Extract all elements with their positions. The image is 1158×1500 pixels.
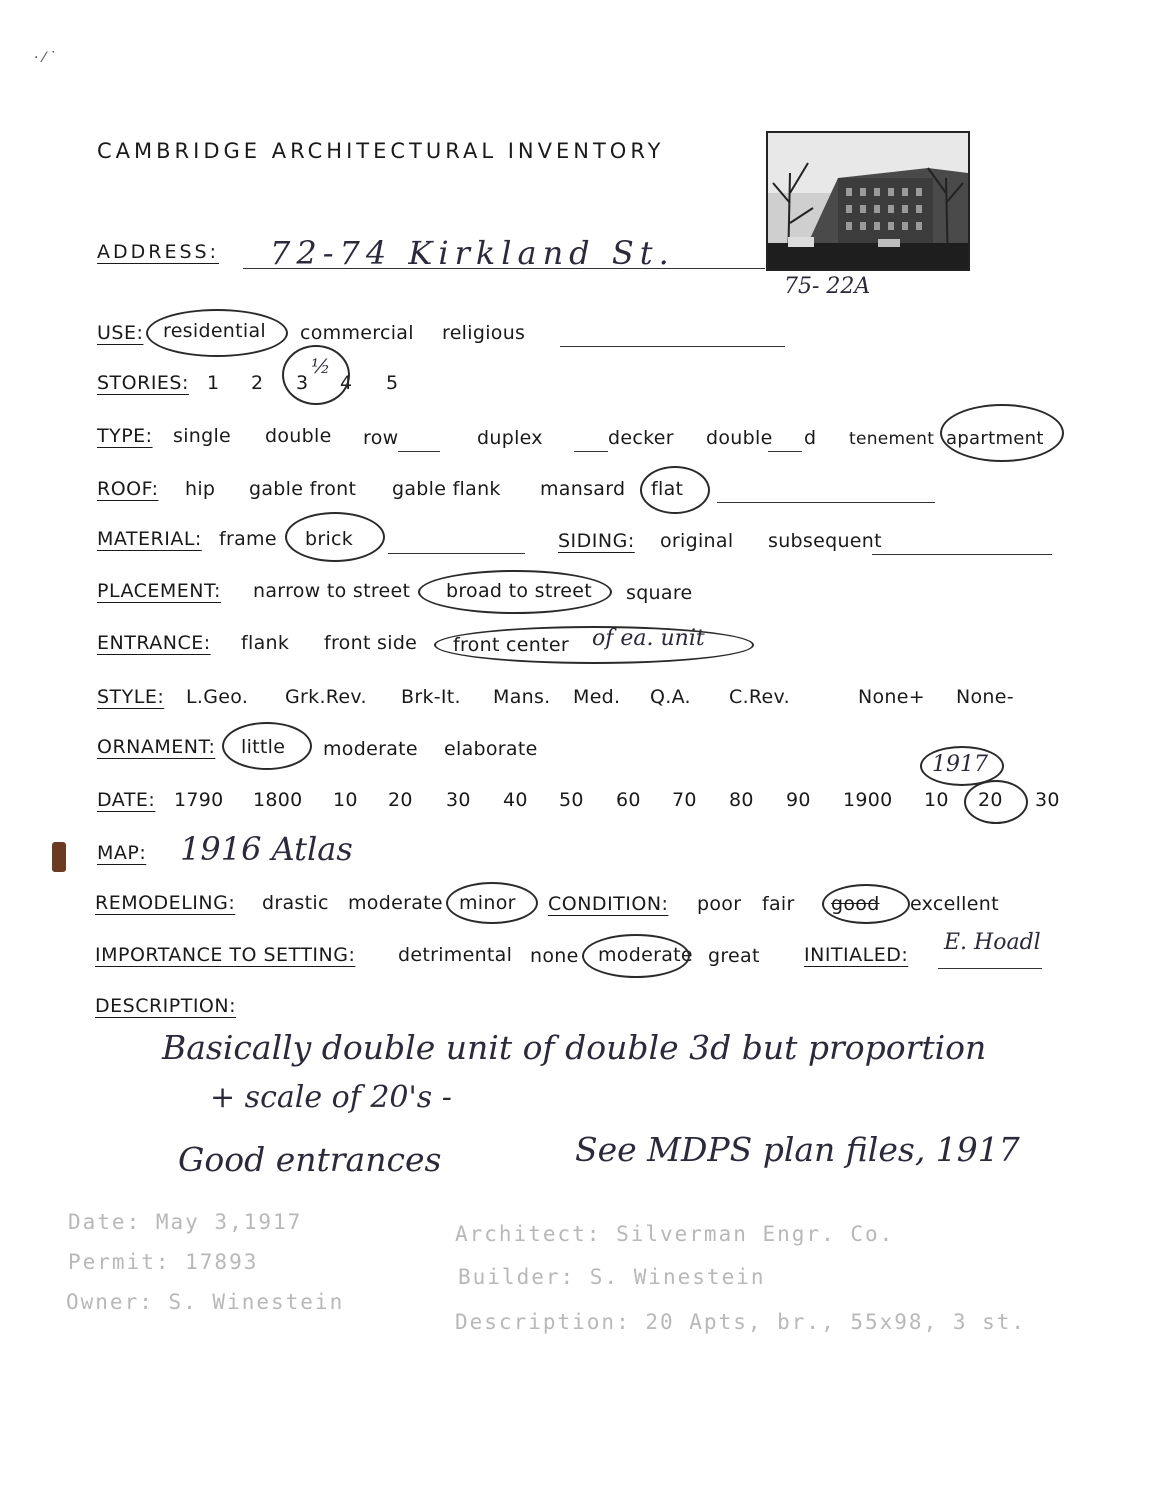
photo-number: 75- 22A — [784, 274, 871, 299]
use-other-line — [560, 346, 785, 347]
type-tenement: tenement — [849, 429, 935, 449]
importance-selected-circle — [582, 934, 690, 978]
condition-excellent: excellent — [910, 893, 999, 915]
stories-4: 4 — [340, 372, 353, 394]
entrance-front-center: front center — [453, 634, 569, 656]
type-duplex: duplex — [477, 427, 543, 449]
description-line-2: + scale of 20's - — [210, 1080, 452, 1115]
type-double: double — [265, 425, 332, 447]
roof-selected-circle — [640, 466, 710, 514]
type-d: d — [804, 427, 817, 449]
siding-subsequent: subsequent — [768, 530, 882, 552]
ornament-elaborate: elaborate — [444, 738, 538, 760]
siding-label: SIDING: — [558, 530, 635, 552]
type-single: single — [173, 425, 232, 447]
entrance-selected-circle — [434, 626, 754, 664]
date-70: 70 — [672, 789, 697, 811]
material-label: MATERIAL: — [97, 528, 202, 550]
permit-builder: Builder: S. Winestein — [458, 1265, 766, 1289]
siding-subsequent-line — [872, 554, 1052, 555]
type-double-d-line — [768, 451, 802, 452]
condition-selected-circle — [822, 884, 910, 924]
description-line-1: Basically double unit of double 3d but proportion — [162, 1028, 987, 1067]
address-line — [243, 268, 765, 269]
date-80: 80 — [729, 789, 754, 811]
remodeling-label: REMODELING: — [95, 892, 236, 914]
entrance-front-side: front side — [324, 632, 418, 654]
type-label: TYPE: — [97, 425, 153, 447]
date-30: 30 — [446, 789, 471, 811]
stories-1: 1 — [207, 372, 220, 394]
date-1790: 1790 — [174, 789, 224, 811]
permit-owner: Owner: S. Winestein — [66, 1290, 345, 1314]
style-label: STYLE: — [97, 686, 165, 708]
map-value: 1916 Atlas — [180, 830, 353, 868]
condition-poor: poor — [697, 893, 742, 915]
style-crev: C.Rev. — [729, 686, 790, 708]
entrance-note: of ea. unit — [592, 626, 705, 651]
placement-square: square — [626, 582, 693, 604]
date-year-circle — [920, 746, 1004, 786]
description-line-4: See MDPS plan files, 1917 — [575, 1130, 1020, 1169]
condition-fair: fair — [762, 893, 795, 915]
stories-2: 2 — [251, 372, 264, 394]
date-1910: 10 — [924, 789, 949, 811]
remodeling-moderate: moderate — [348, 892, 443, 914]
importance-detrimental: detrimental — [398, 944, 513, 966]
roof-mansard: mansard — [540, 478, 626, 500]
importance-label: IMPORTANCE TO SETTING: — [95, 944, 356, 966]
date-1920: 20 — [978, 789, 1003, 811]
stories-5: 5 — [386, 372, 399, 394]
placement-narrow: narrow to street — [253, 580, 411, 602]
date-40: 40 — [503, 789, 528, 811]
map-label: MAP: — [97, 842, 147, 864]
use-label: USE: — [97, 322, 144, 344]
type-row: row — [363, 427, 399, 449]
placement-selected-circle — [418, 570, 612, 614]
style-lgeo: L.Geo. — [186, 686, 249, 708]
use-commercial: commercial — [300, 322, 414, 344]
type-decker: decker — [608, 427, 674, 449]
initialed-value: E. Hoadl — [944, 930, 1041, 955]
date-1930: 30 — [1035, 789, 1060, 811]
ornament-label: ORNAMENT: — [97, 736, 216, 758]
importance-none: none — [530, 945, 579, 967]
permit-date: Date: May 3,1917 — [68, 1210, 303, 1234]
importance-great: great — [708, 945, 760, 967]
ornament-little: little — [241, 736, 286, 758]
stories-half: ½ — [311, 354, 331, 378]
style-none-plus: None+ — [858, 686, 925, 708]
style-grkrev: Grk.Rev. — [285, 686, 367, 708]
material-selected-circle — [285, 512, 385, 562]
permit-description: Description: 20 Apts, br., 55x98, 3 st. — [455, 1310, 1027, 1334]
importance-moderate: moderate — [598, 944, 693, 966]
map-margin-mark — [52, 842, 66, 872]
style-med: Med. — [573, 686, 621, 708]
building-photo — [766, 131, 970, 271]
initialed-line — [938, 968, 1042, 969]
use-residential: residential — [163, 320, 267, 342]
date-1900: 1900 — [843, 789, 893, 811]
date-selected-circle — [964, 780, 1028, 824]
initialed-label: INITIALED: — [804, 944, 909, 966]
style-qa: Q.A. — [650, 686, 691, 708]
address-label: ADDRESS: — [97, 241, 219, 263]
ornament-selected-circle — [222, 722, 312, 770]
roof-gable-flank: gable flank — [392, 478, 501, 500]
siding-original: original — [660, 530, 734, 552]
material-brick: brick — [305, 528, 354, 550]
roof-gable-front: gable front — [249, 478, 357, 500]
roof-flat: flat — [651, 478, 684, 500]
permit-architect: Architect: Silverman Engr. Co. — [455, 1222, 895, 1246]
date-handwritten-year: 1917 — [932, 752, 988, 777]
address-value: 72-74 Kirkland St. — [270, 234, 675, 272]
permit-number: Permit: 17893 — [68, 1250, 259, 1274]
roof-hip: hip — [185, 478, 216, 500]
remodeling-drastic: drastic — [262, 892, 329, 914]
roof-other-line — [717, 502, 935, 503]
date-20: 20 — [388, 789, 413, 811]
date-10: 10 — [333, 789, 358, 811]
form-title: CAMBRIDGE ARCHITECTURAL INVENTORY — [97, 139, 665, 163]
style-none-minus: None- — [956, 686, 1014, 708]
condition-good: good — [831, 893, 880, 915]
roof-label: ROOF: — [97, 478, 159, 500]
entrance-label: ENTRANCE: — [97, 632, 211, 654]
type-apartment: apartment — [946, 428, 1044, 449]
date-90: 90 — [786, 789, 811, 811]
stories-selected-circle — [282, 345, 353, 405]
entrance-flank: flank — [241, 632, 290, 654]
placement-broad: broad to street — [446, 580, 593, 602]
type-selected-circle — [940, 404, 1064, 462]
date-1800: 1800 — [253, 789, 303, 811]
material-other-line — [388, 553, 525, 554]
date-label: DATE: — [97, 789, 156, 811]
remodeling-selected-circle — [446, 882, 538, 924]
ornament-moderate: moderate — [323, 738, 418, 760]
type-double-d: double — [706, 427, 773, 449]
description-label: DESCRIPTION: — [95, 995, 237, 1017]
use-selected-circle — [146, 309, 288, 357]
corner-mark: · ⁄ ˙ — [34, 50, 57, 66]
placement-label: PLACEMENT: — [97, 580, 221, 602]
style-brkit: Brk-It. — [401, 686, 461, 708]
description-line-3: Good entrances — [178, 1140, 442, 1179]
material-frame: frame — [219, 528, 277, 550]
stories-3: 3 — [296, 372, 309, 394]
stories-label: STORIES: — [97, 372, 189, 394]
type-decker-line — [574, 451, 608, 452]
use-religious: religious — [442, 322, 526, 344]
condition-label: CONDITION: — [548, 893, 669, 915]
style-mans: Mans. — [493, 686, 551, 708]
type-row-line — [398, 451, 440, 452]
remodeling-minor: minor — [459, 892, 516, 914]
date-60: 60 — [616, 789, 641, 811]
date-50: 50 — [559, 789, 584, 811]
